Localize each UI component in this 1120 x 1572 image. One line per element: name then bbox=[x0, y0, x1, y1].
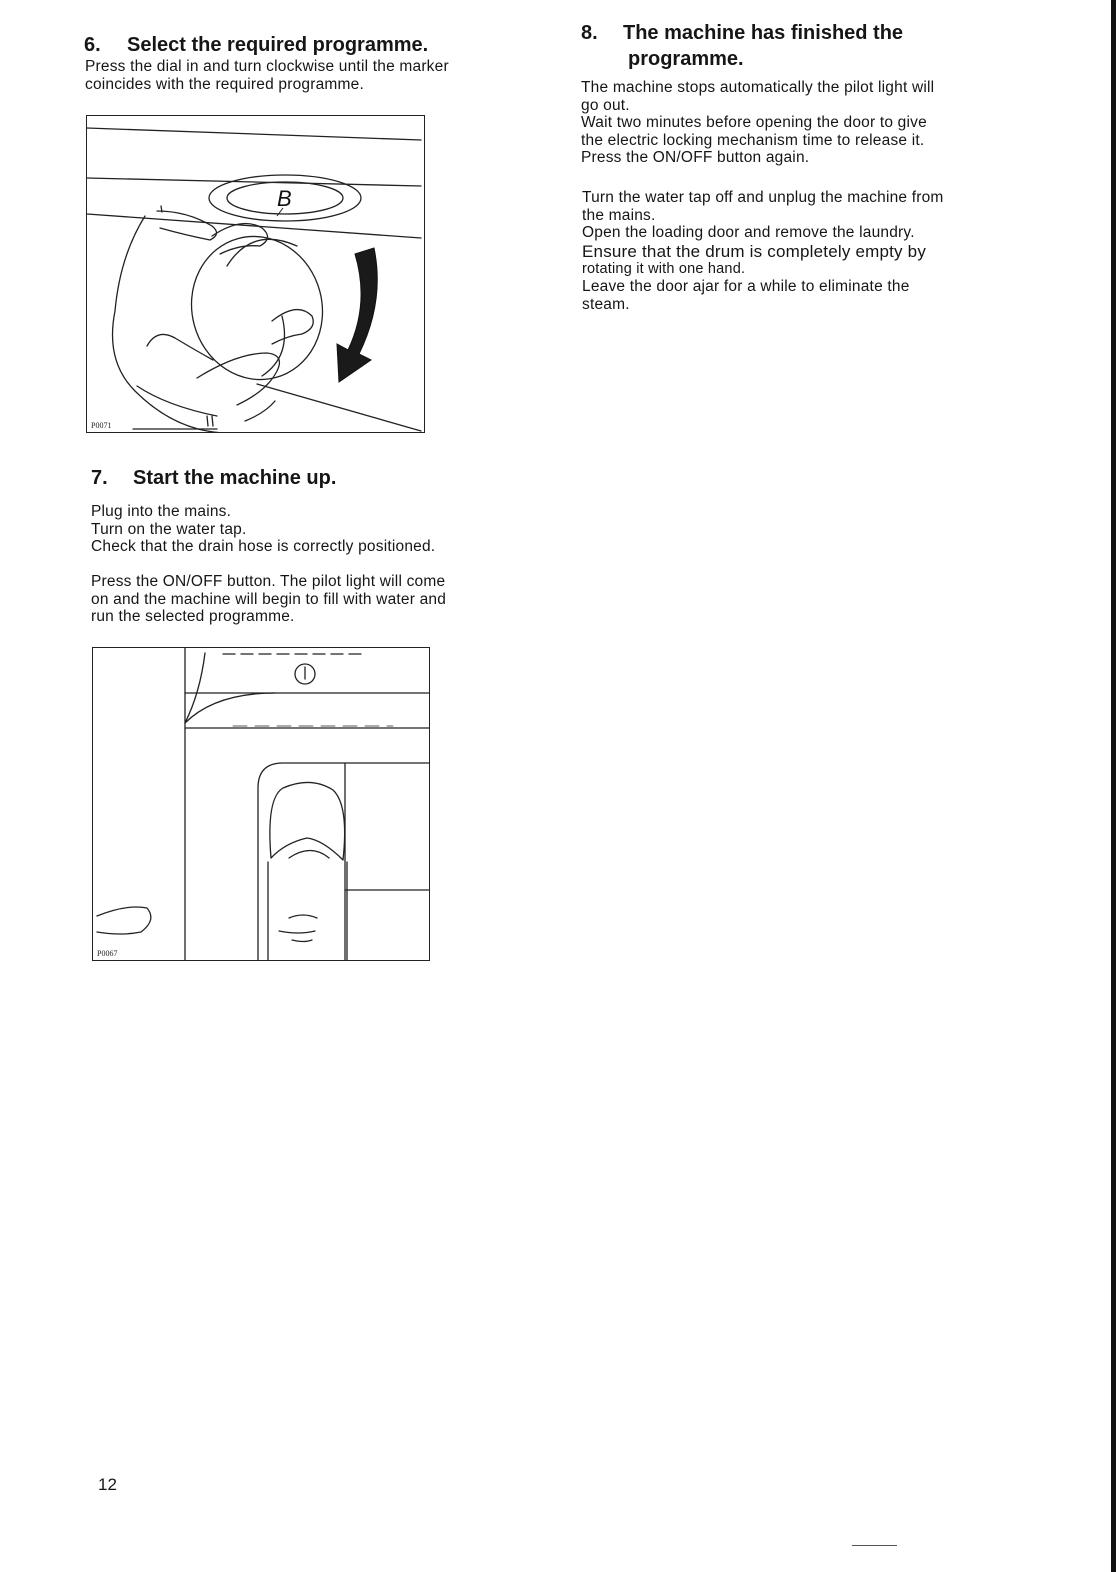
section-8-line: Press the ON/OFF button again. bbox=[581, 149, 810, 166]
section-7-heading bbox=[91, 466, 336, 490]
section-7-line: Turn on the water tap. bbox=[91, 520, 247, 538]
page-number: 12 bbox=[98, 1475, 117, 1494]
section-6-line: coincides with the required programme. bbox=[85, 75, 364, 93]
figure-code: P0071 bbox=[91, 421, 112, 430]
section-8-line: the electric locking mechanism time to release it. bbox=[581, 131, 925, 149]
section-8-title-cont: programme. bbox=[628, 48, 744, 70]
section-8-text-1 bbox=[581, 79, 1041, 167]
section-6-heading bbox=[84, 33, 428, 57]
clockwise-arrow-icon bbox=[337, 248, 377, 382]
section-8-text-2 bbox=[582, 189, 1042, 313]
section-7-title: Start the machine up. bbox=[133, 467, 337, 489]
section-8-line: Ensure that the drum is completely empty by bbox=[582, 241, 927, 261]
section-7-line: on and the machine will begin to fill with water and bbox=[91, 590, 447, 608]
section-8-line: Wait two minutes before opening the door to give bbox=[581, 114, 927, 131]
section-8-line: Leave the door ajar for a while to eliminate the bbox=[582, 278, 910, 295]
section-8-line: rotating it with one hand. bbox=[582, 260, 746, 277]
page-edge-rule bbox=[1111, 0, 1116, 1572]
section-7-number: 7. bbox=[91, 467, 108, 489]
section-7-line: Plug into the mains. bbox=[91, 503, 232, 520]
section-8-title: The machine has finished the bbox=[623, 22, 904, 44]
footer-mark bbox=[852, 1545, 897, 1546]
section-7-line: Press the ON/OFF button. The pilot light will come bbox=[91, 573, 446, 590]
section-8-line: Turn the water tap off and unplug the machine from bbox=[582, 189, 944, 206]
on-off-button-illustration bbox=[92, 647, 430, 961]
dial-marker-letter: B bbox=[277, 186, 292, 211]
section-6-text bbox=[85, 58, 545, 93]
section-8-line: Open the loading door and remove the laundry. bbox=[582, 224, 915, 241]
section-7-line: run the selected programme. bbox=[91, 608, 295, 625]
figure-code: P0067 bbox=[97, 949, 118, 958]
section-7-line: Check that the drain hose is correctly positioned. bbox=[91, 538, 436, 555]
section-8-line: go out. bbox=[581, 96, 630, 114]
section-8-line: the mains. bbox=[582, 206, 656, 224]
section-6-title: Select the required programme. bbox=[127, 34, 429, 56]
section-6-number: 6. bbox=[84, 34, 101, 56]
finger-pressing-button-drawing bbox=[93, 648, 430, 961]
section-8-line: The machine stops automatically the pilot light will bbox=[581, 79, 935, 96]
section-8-heading-cont bbox=[628, 47, 744, 71]
section-8-heading bbox=[581, 21, 903, 45]
section-7-text-2 bbox=[91, 573, 551, 626]
dial-turn-illustration bbox=[86, 115, 425, 433]
section-8-number: 8. bbox=[581, 22, 598, 44]
hand-turning-dial-drawing bbox=[87, 116, 425, 433]
section-8-line: steam. bbox=[582, 295, 630, 313]
section-7-text-1 bbox=[91, 503, 551, 556]
section-6-line: Press the dial in and turn clockwise until the marker bbox=[85, 58, 449, 75]
